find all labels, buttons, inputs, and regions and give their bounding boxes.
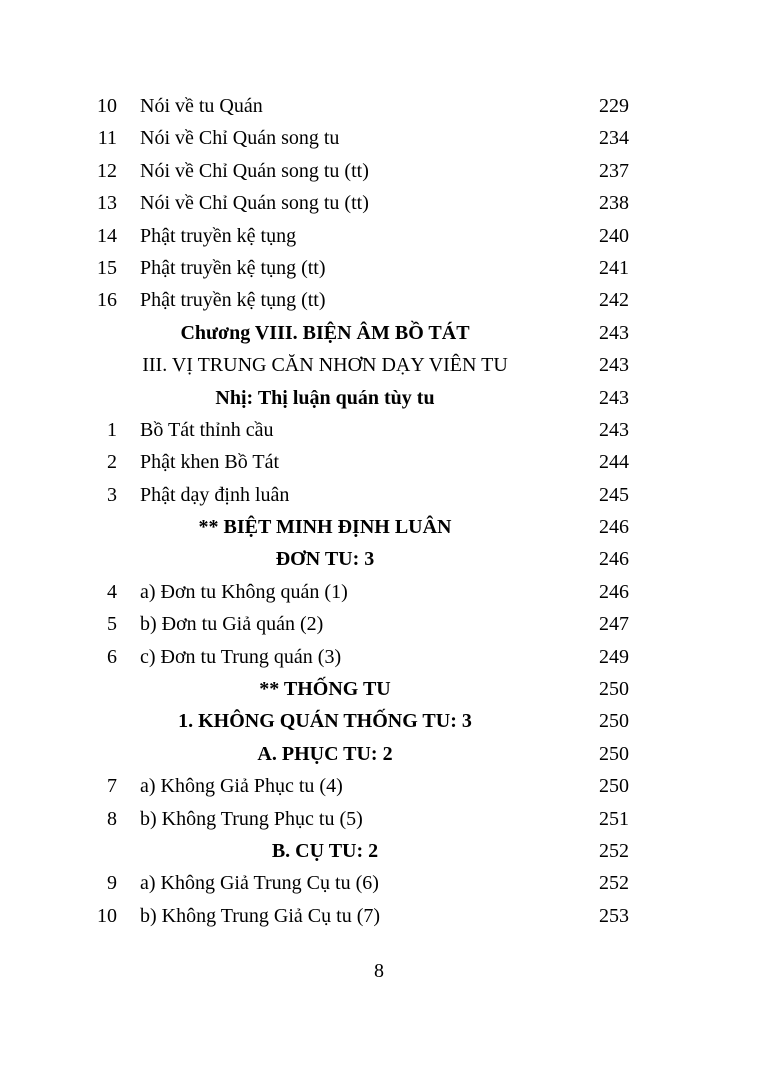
toc-entry-title: b) Đơn tu Giả quán (2)	[140, 613, 324, 636]
toc-heading-row	[0, 317, 758, 349]
toc-entry-page: 243	[599, 418, 629, 441]
toc-entry-number: 11	[97, 127, 117, 150]
table-of-contents	[0, 90, 758, 932]
toc-entry-page: 249	[599, 645, 629, 668]
toc-entry-title: b) Không Trung Giả Cụ tu (7)	[140, 904, 381, 927]
toc-entry-page: 243	[599, 386, 629, 409]
toc-heading-row	[0, 705, 758, 737]
toc-entry-title: Bồ Tát thỉnh cầu	[140, 418, 274, 441]
toc-entry-page: 244	[599, 451, 629, 474]
toc-heading-title: Chương VIII. BIỆN ÂM BỒ TÁT	[180, 321, 470, 344]
toc-entry-number: 8	[107, 807, 117, 830]
toc-heading-row	[0, 349, 758, 381]
toc-row	[0, 220, 758, 252]
toc-entry-number: 6	[107, 645, 117, 668]
toc-row	[0, 803, 758, 835]
toc-row	[0, 90, 758, 122]
toc-entry-page: 234	[599, 127, 629, 150]
toc-row	[0, 446, 758, 478]
toc-entry-page: 241	[599, 256, 629, 279]
toc-entry-page: 252	[599, 839, 629, 862]
page-number: 8	[374, 960, 384, 982]
toc-entry-page: 237	[599, 159, 629, 182]
toc-row	[0, 608, 758, 640]
toc-row	[0, 641, 758, 673]
toc-entry-page: 247	[599, 613, 629, 636]
toc-heading-row	[0, 738, 758, 770]
toc-heading-title: A. PHỤC TU: 2	[257, 742, 393, 765]
toc-entry-page: 246	[599, 580, 629, 603]
toc-row	[0, 576, 758, 608]
toc-entry-number: 16	[97, 289, 117, 312]
toc-entry-page: 246	[599, 516, 629, 539]
toc-entry-title: Phật truyền kệ tụng (tt)	[140, 289, 326, 312]
toc-entry-page: 250	[599, 775, 629, 798]
toc-row	[0, 284, 758, 316]
toc-heading-title: ** BIỆT MINH ĐỊNH LUÂN	[198, 516, 452, 539]
toc-entry-title: c) Đơn tu Trung quán (3)	[140, 645, 342, 668]
toc-heading-title: B. CỤ TU: 2	[271, 839, 379, 862]
toc-heading-title: Nhị: Thị luận quán tùy tu	[215, 386, 435, 409]
toc-entry-page: 238	[599, 192, 629, 215]
toc-heading-title: ** THỐNG TU	[259, 678, 391, 701]
toc-entry-title: a) Không Giả Trung Cụ tu (6)	[140, 872, 379, 895]
toc-entry-number: 2	[107, 451, 117, 474]
toc-heading-row	[0, 835, 758, 867]
toc-entry-number: 9	[107, 872, 117, 895]
toc-row	[0, 770, 758, 802]
toc-entry-page: 250	[599, 742, 629, 765]
toc-row	[0, 479, 758, 511]
toc-entry-title: a) Không Giả Phục tu (4)	[140, 775, 343, 798]
toc-heading-row	[0, 543, 758, 575]
toc-entry-title: Nói về Chỉ Quán song tu (tt)	[140, 159, 369, 182]
toc-heading-title: ĐƠN TU: 3	[275, 548, 375, 571]
toc-entry-number: 4	[107, 580, 117, 603]
toc-entry-page: 250	[599, 710, 629, 733]
toc-entry-title: Phật truyền kệ tụng	[140, 224, 297, 247]
toc-entry-page: 251	[599, 807, 629, 830]
toc-entry-number: 12	[97, 159, 117, 182]
toc-entry-title: Nói về Chỉ Quán song tu	[140, 127, 340, 150]
toc-entry-page: 242	[599, 289, 629, 312]
toc-entry-page: 243	[599, 321, 629, 344]
toc-entry-title: Phật dạy định luân	[140, 483, 290, 506]
toc-entry-page: 240	[599, 224, 629, 247]
toc-entry-title: b) Không Trung Phục tu (5)	[140, 807, 363, 830]
toc-row	[0, 414, 758, 446]
toc-heading-title: III. VỊ TRUNG CĂN NHƠN DẠY VIÊN TU	[142, 354, 508, 377]
toc-entry-number: 10	[97, 904, 117, 927]
toc-entry-number: 13	[97, 192, 117, 215]
toc-row	[0, 155, 758, 187]
toc-entry-page: 252	[599, 872, 629, 895]
toc-heading-row	[0, 511, 758, 543]
toc-entry-page: 250	[599, 678, 629, 701]
toc-entry-title: Phật truyền kệ tụng (tt)	[140, 256, 326, 279]
toc-row	[0, 252, 758, 284]
toc-entry-page: 245	[599, 483, 629, 506]
toc-entry-number: 3	[107, 483, 117, 506]
toc-entry-number: 5	[107, 613, 117, 636]
toc-row	[0, 900, 758, 932]
toc-entry-title: a) Đơn tu Không quán (1)	[140, 580, 348, 603]
toc-heading-row	[0, 382, 758, 414]
toc-entry-title: Nói về Chỉ Quán song tu (tt)	[140, 192, 369, 215]
toc-entry-number: 14	[97, 224, 117, 247]
toc-entry-page: 253	[599, 904, 629, 927]
toc-row	[0, 122, 758, 154]
toc-row	[0, 187, 758, 219]
toc-row	[0, 867, 758, 899]
toc-entry-number: 15	[97, 256, 117, 279]
toc-entry-page: 246	[599, 548, 629, 571]
toc-entry-title: Phật khen Bồ Tát	[140, 451, 280, 474]
toc-entry-number: 1	[107, 418, 117, 441]
toc-entry-page: 243	[599, 354, 629, 377]
toc-heading-row	[0, 673, 758, 705]
toc-entry-number: 7	[107, 775, 117, 798]
toc-entry-title: Nói về tu Quán	[140, 95, 263, 117]
toc-heading-title: 1. KHÔNG QUÁN THỐNG TU: 3	[178, 710, 472, 733]
toc-entry-number: 10	[97, 95, 117, 117]
toc-entry-page: 229	[599, 95, 629, 117]
